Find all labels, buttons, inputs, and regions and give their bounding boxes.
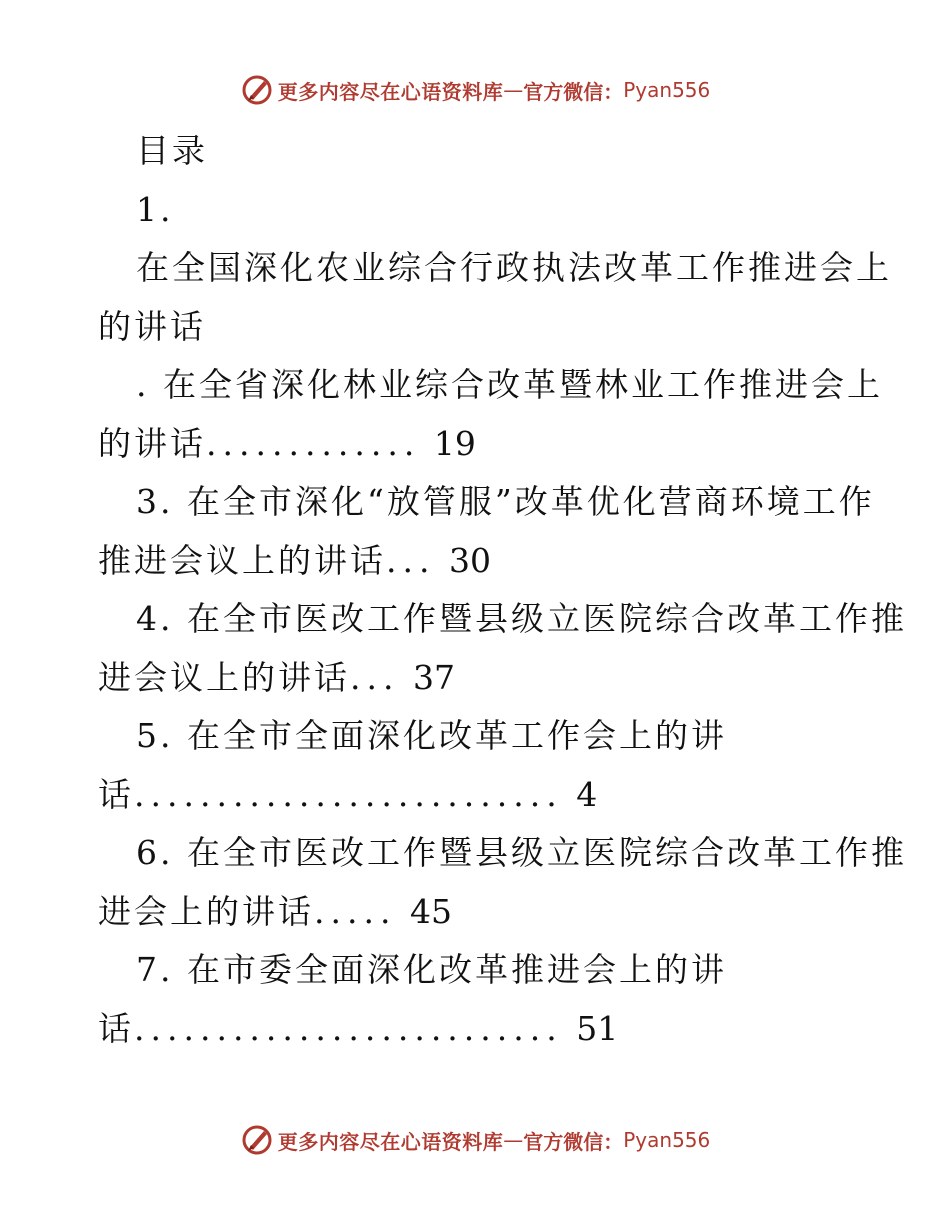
toc-item-5-line2 [98,766,858,825]
toc-item-5-title-end: 话 [98,774,134,814]
toc-item-3-page: 30 [448,540,491,580]
toc-item-5-line1: 5. 在全市全面深化改革工作会上的讲 [136,716,727,755]
toc-item-6-page: 45 [409,891,452,931]
footer-banner-official: 官方微信： [523,1129,624,1154]
toc-item-7-title-end: 话 [98,1008,134,1048]
pen-logo-icon [240,73,274,107]
toc-item-3-title-end: 推进会议上的讲话 [98,540,386,580]
banner-text: 更多内容尽在心语资料库 [277,79,504,104]
toc-item-6-line2 [98,883,858,942]
table-of-contents [98,122,907,1058]
toc-item-4-line1: 4. 在全市医改工作暨县级立医院综合改革工作推 [136,599,907,638]
toc-item-4-title-end: 进会议上的讲话 [98,657,350,697]
toc-item-6-leader: ..... [314,891,397,931]
toc-item-4-leader: ... [350,657,400,697]
toc-item-7-line1: 7. 在市委全面深化改革推进会上的讲 [136,950,727,989]
toc-item-7-page: 51 [576,1008,619,1048]
toc-item-4-page: 37 [412,657,455,697]
header-banner [0,68,950,112]
toc-item-5-leader: .......................... [134,774,563,814]
toc-item-4-line2 [98,649,858,708]
footer-banner-wechat: Pyan556 [623,1128,711,1152]
toc-item-2-title-end: 的讲话 [98,423,206,463]
pen-logo-icon [240,1123,274,1157]
banner-dash: — [503,78,524,102]
toc-item-2-leader: ............. [206,423,421,463]
toc-item-3-leader: ... [386,540,436,580]
toc-item-1-line1: 在全国深化农业综合行政执法改革工作推进会上 [136,248,892,287]
toc-item-1-number: 1. [136,189,174,229]
footer-banner-text: 更多内容尽在心语资料库 [277,1129,504,1154]
footer-banner-dash: — [503,1128,524,1152]
toc-item-6-title-end: 进会上的讲话 [98,891,314,931]
toc-item-2-line1: . 在全省深化林业综合改革暨林业工作推进会上 [136,365,883,404]
toc-item-3-line2 [98,532,858,591]
banner-official: 官方微信： [523,79,624,104]
toc-heading: 目录 [136,131,208,170]
toc-item-5-page: 4 [576,774,598,814]
toc-item-2-page: 19 [433,423,476,463]
toc-item-1-line2: 的讲话 [98,306,206,346]
toc-item-2-line2 [98,415,858,474]
toc-item-7-leader: .......................... [134,1008,563,1048]
banner-wechat: Pyan556 [623,78,711,102]
toc-item-6-line1: 6. 在全市医改工作暨县级立医院综合改革工作推 [136,833,907,872]
toc-item-7-line2 [98,1000,858,1059]
footer-banner [0,1118,950,1162]
toc-item-3-line1: 3. 在全市深化“放管服”改革优化营商环境工作 [136,482,875,521]
